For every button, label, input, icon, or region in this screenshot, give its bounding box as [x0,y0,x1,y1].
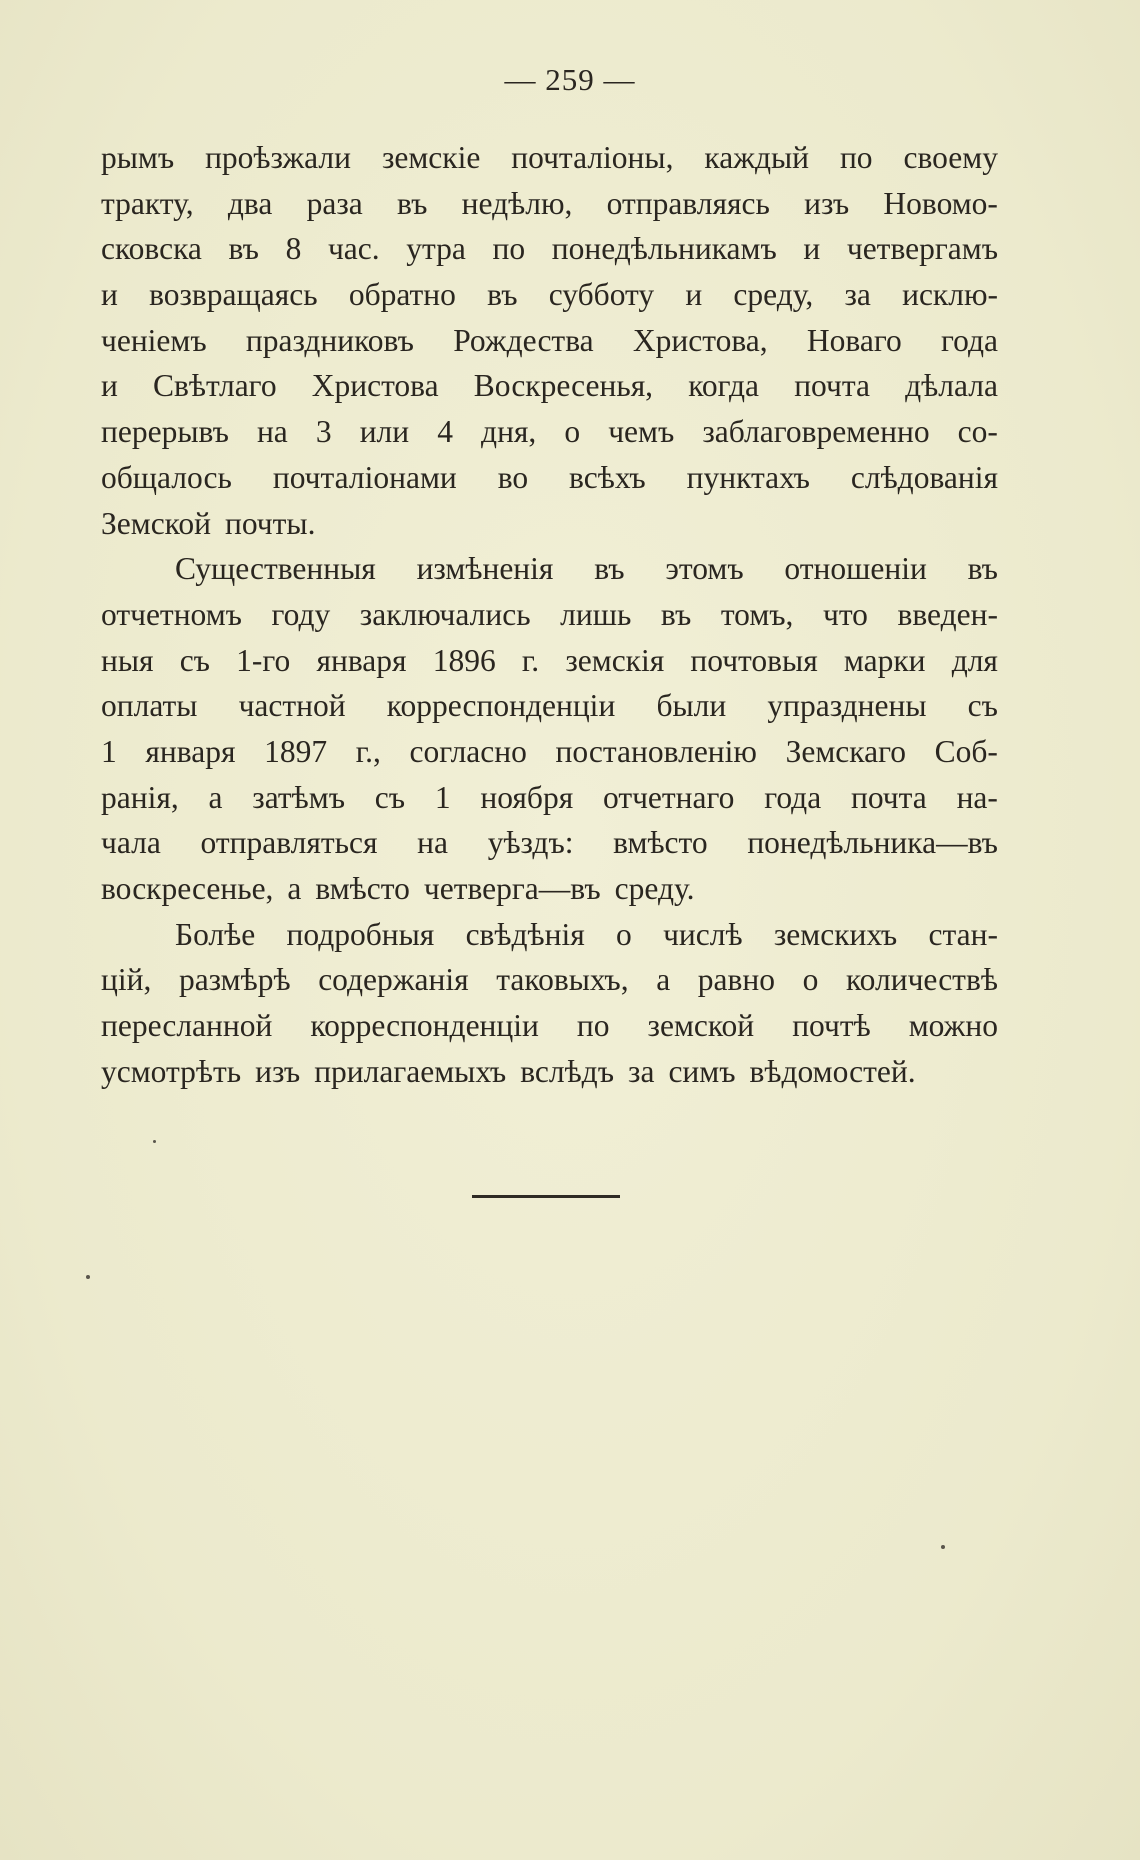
word: и [101,368,118,404]
word: тракту, [101,185,194,221]
word: исклю- [902,277,998,313]
word: ноября [480,779,574,815]
word: усмотрѣть [101,1053,242,1089]
word: земскія [565,642,665,678]
text-line [101,409,998,455]
word: Христова [311,368,439,404]
word: по [576,1008,610,1044]
word: воскресенье, [101,871,274,906]
paragraph [101,135,998,546]
text-line [101,546,998,592]
word: прилагаемыхъ [314,1053,507,1089]
word: почта [851,779,927,815]
word: января [316,642,407,678]
word: съ [967,688,998,724]
text-line [101,135,998,181]
word: 4 [437,414,453,450]
text-line [101,638,998,684]
text-line [101,729,998,775]
word: чала [101,825,161,861]
word: въ [228,231,259,267]
word: по [839,140,873,175]
word: января [145,733,236,769]
word: слѣдованія [850,459,998,495]
word: въ [487,277,518,313]
word: Свѣтлаго [153,368,277,404]
word: года [940,322,998,358]
word: согласно [409,733,527,769]
text-line [101,501,998,547]
word: оплаты [101,688,198,724]
word: вслѣдъ [520,1053,614,1089]
word: отправляться [200,825,378,861]
word: ченіемъ [101,322,207,358]
text-line [101,455,998,501]
word: возвращаясь [149,277,318,313]
word: Земской [101,505,211,541]
word: четверга—въ [423,871,601,906]
word: упразднены [767,688,927,724]
word: и [685,277,703,313]
text-line [101,272,998,318]
section-divider-rule [472,1195,620,1198]
word: земскіе [381,140,481,175]
word: сковска [101,231,202,267]
text-line [101,866,998,912]
word: томъ, [720,596,794,632]
word: подробныя [286,916,435,952]
word: понедѣльникамъ [551,231,777,267]
word: своему [903,140,998,175]
word: заблаговременно [702,414,930,450]
word: каждый [704,140,810,175]
word: были [656,688,727,724]
word: пересланной [101,1008,273,1044]
word: году [271,596,331,632]
word: Существенныя [175,551,376,587]
word: отношеніи [784,551,927,587]
word: пунктахъ [686,459,810,495]
word: Рождества [453,322,594,358]
word: дѣлала [905,368,998,404]
page-number: — 259 — [504,62,636,97]
word: и [803,231,821,267]
word: Воскресенья, [473,368,654,404]
word: 1 [101,733,117,769]
text-line [101,775,998,821]
word: Земскаго [785,733,906,769]
word: постановленію [555,733,757,769]
text-line [101,820,998,866]
word: корреспонденціи [310,1008,539,1044]
paragraph [101,546,998,912]
word: въ [594,551,625,587]
word: 1896 [432,642,496,678]
word: четвергамъ [846,231,998,267]
word: на- [956,779,998,815]
word: понедѣльника—въ [747,825,998,861]
word: равно [697,962,775,998]
body-text [101,135,998,1094]
word: и [101,277,118,313]
word: отчетнаго [602,779,735,815]
word: Соб- [934,733,998,769]
word: г. [521,642,540,678]
word: съ [374,779,406,815]
paper-speck [941,1545,945,1549]
word: цій, [101,962,152,998]
word: этомъ [665,551,744,587]
text-line [101,363,998,409]
word: ранія, [101,779,179,815]
word: вмѣсто [613,825,708,861]
word: о [802,962,819,998]
word: изъ [255,1053,301,1089]
word: раза [306,185,363,221]
word: праздниковъ [245,322,414,358]
paper-speck [153,1140,156,1143]
word: 3 [315,414,332,450]
word: утра [406,231,466,267]
word: 1 [434,779,451,815]
word: земской [647,1008,755,1044]
word: чемъ [608,414,675,450]
word: Болѣе [175,916,256,952]
word: можно [908,1008,998,1044]
word: содержанія [318,962,469,998]
word: за [844,277,871,313]
word: или [359,414,410,450]
word: лишь [560,596,632,632]
word: таковыхъ, [496,962,629,998]
word: рымъ [101,140,175,175]
word: числѣ [663,916,743,952]
word: Христова, [632,322,768,358]
word: среду. [614,871,695,906]
word: 8 [285,231,302,267]
word: въ [660,596,692,632]
word: марки [843,642,926,678]
word: на [417,825,448,861]
word: частной [238,688,346,724]
word: за [628,1053,655,1089]
word: измѣненія [416,551,554,587]
paper-speck [86,1275,90,1279]
word: затѣмъ [252,779,345,815]
text-line [101,181,998,227]
word: ныя [101,642,154,678]
word: 1-го [236,642,291,678]
word: въ [967,551,998,587]
word: съ [179,642,210,678]
word: а [208,779,223,815]
word: вмѣсто [315,871,410,906]
word: количествѣ [845,962,998,998]
word: земскихъ [773,916,898,952]
word: для [951,642,998,678]
word: почты. [225,505,316,541]
word: час. [327,231,380,267]
text-line [101,957,998,1003]
word: года [764,779,822,815]
text-line [101,912,998,958]
word: обратно [348,277,456,313]
word: всѣхъ [569,459,646,495]
word: дня, [481,414,537,450]
word: корреспонденціи [386,688,616,724]
word: среду, [733,277,814,313]
text-line [101,226,998,272]
word: субботу [548,277,655,313]
text-line [101,1003,998,1049]
word: когда [688,368,760,404]
paragraph [101,912,998,1095]
word: почтовыя [690,642,818,678]
word: почталіонами [272,459,457,495]
word: изъ [804,185,850,221]
text-line [101,592,998,638]
word: Новомо- [883,185,998,221]
word: со- [957,414,998,450]
word: 1897 [264,733,328,769]
word: отчетномъ [101,596,242,632]
word: г., [355,733,381,769]
word: размѣрѣ [178,962,291,998]
word: проѣзжали [205,140,352,175]
word: въ [397,185,428,221]
word: симъ [668,1053,736,1089]
text-line [101,683,998,729]
word: во [497,459,529,495]
word: перерывъ [101,414,229,450]
word: Новаго [806,322,902,358]
word: что [822,596,868,632]
word: по [492,231,526,267]
word: уѣздъ: [487,825,574,861]
word: стан- [928,916,998,952]
word: почталіоны, [511,140,674,175]
word: два [227,185,273,221]
word: почтѣ [792,1008,871,1044]
word: о [616,916,632,952]
word: недѣлю, [461,185,573,221]
word: на [256,414,288,450]
word: заключались [359,596,531,632]
text-line [101,1049,998,1095]
text-line [101,318,998,364]
word: вѣдомостей. [749,1053,916,1089]
word: отправляясь [606,185,770,221]
word: о [564,414,581,450]
word: а [656,962,671,998]
word: свѣдѣнія [465,916,585,952]
word: а [287,871,302,906]
word: введен- [897,596,998,632]
word: почта [794,368,870,404]
word: общалось [101,459,232,495]
